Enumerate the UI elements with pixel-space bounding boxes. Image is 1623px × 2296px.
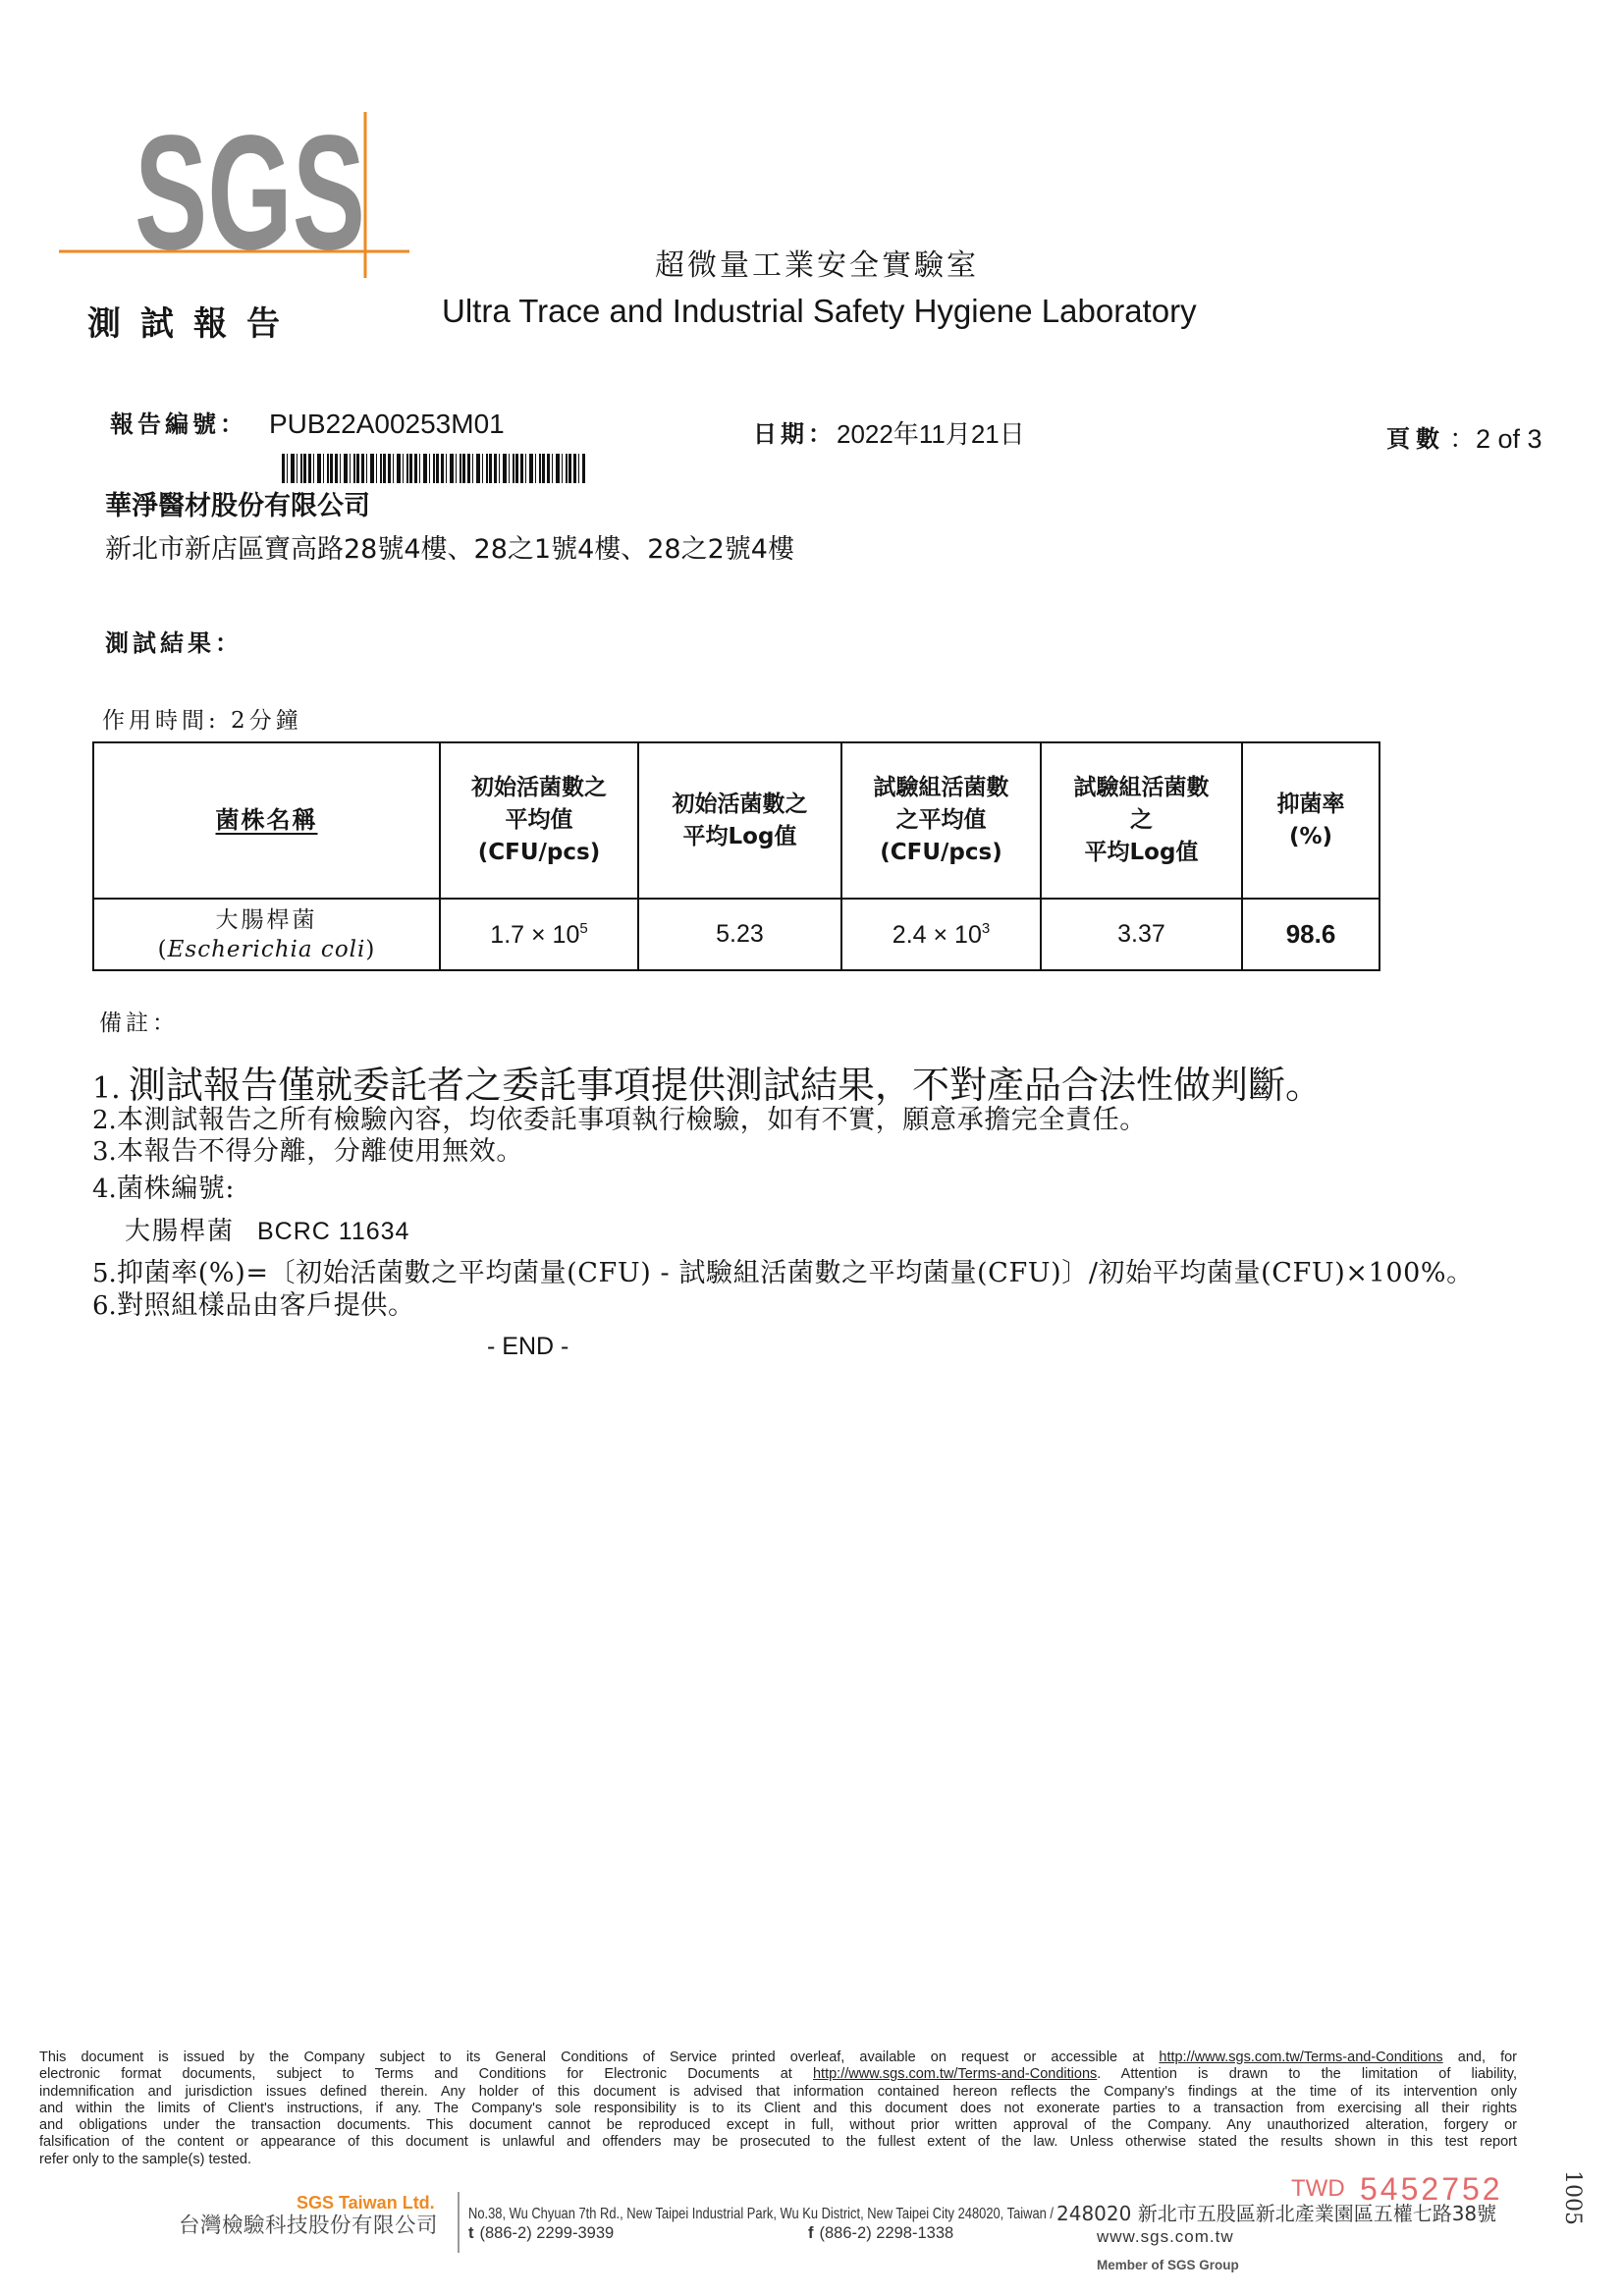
header-line: 初始活菌數之: [672, 791, 808, 817]
note-number: 6.: [92, 1291, 117, 1321]
header-initial-mean: [440, 742, 638, 899]
disclaimer-line: and obligations under the transaction documents. This document cannot be reproduced except in full, without prior written approval of the Company. Any unauthorized alteration, forgery or: [39, 2117, 1517, 2134]
member-of-sgs-group: Member of SGS Group: [1097, 2258, 1239, 2272]
note-item: [92, 1289, 415, 1323]
note-number: 1.: [92, 1071, 121, 1106]
strain-scientific-name: Escherichia coli: [167, 936, 366, 962]
header-line: 平均Log值: [682, 823, 797, 849]
fax-number: (886-2) 2298-1338: [819, 2224, 954, 2242]
disclaimer-line: [39, 2050, 1517, 2066]
header-line: (CFU/pcs): [477, 840, 601, 865]
terms-link: http://www.sgs.com.tw/Terms-and-Conditions: [1159, 2050, 1443, 2065]
note-text: 本報告不得分離，分離使用無效。: [117, 1136, 523, 1167]
telephone: [468, 2223, 614, 2243]
header-line: 抑菌率: [1276, 791, 1345, 817]
paren-close: ): [365, 936, 376, 962]
page-indicator: [1386, 424, 1542, 454]
test-mean-exponent: 3: [981, 919, 991, 937]
company-name-zh: 台灣檢驗科技股份有限公司: [179, 2214, 439, 2238]
cell-strain: [93, 899, 440, 970]
note-number: 4.: [92, 1175, 117, 1204]
terms-link: http://www.sgs.com.tw/Terms-and-Conditions: [812, 2066, 1098, 2083]
strain-name-zh: 大腸桿菌: [215, 906, 318, 933]
disclaimer-text: . Attention is drawn to the limitation of liability,: [1097, 2066, 1517, 2083]
fax-label: f: [808, 2224, 814, 2242]
barcode: [282, 454, 585, 483]
header-line: 之: [1130, 807, 1153, 833]
disclaimer-text: electronic format documents, subject to Terms and Conditions for Electronic Documents at: [39, 2066, 813, 2083]
client-name: 華淨醫材股份有限公司: [105, 491, 370, 521]
company-address-en: [468, 2203, 1055, 2224]
end-mark: - END -: [487, 1333, 569, 1360]
header-test-mean: [841, 742, 1041, 899]
note-number: 2.: [92, 1106, 117, 1135]
serial-number: 5452752: [1360, 2171, 1503, 2207]
disclaimer-line: and within the limits of Client's instructions, if any. The Company's sole responsibility is to its Client and this document does not exonerate parties to a transaction from exercising all their rights: [39, 2100, 1517, 2116]
lab-name-en: Ultra Trace and Industrial Safety Hygiene Laboratory: [442, 293, 1197, 329]
legal-disclaimer: [39, 2050, 1517, 2168]
cell-inhibition-rate: 98.6: [1242, 899, 1380, 970]
header-initial-log: [638, 742, 841, 899]
header-line: 平均Log值: [1084, 840, 1199, 865]
header-line: 初始活菌數之: [471, 775, 607, 800]
side-code: 1005: [1560, 2170, 1585, 2225]
note-text: 抑菌率(%)=〔初始活菌數之平均菌量(CFU) - 試驗組活菌數之平均菌量(CFU)〕/初始平均菌量(CFU)×100%。: [117, 1258, 1474, 1288]
sgs-logo-letters: SGS: [135, 102, 365, 284]
initial-mean-base: 1.7 × 10: [490, 920, 580, 949]
lab-name-zh: 超微量工業安全實驗室: [655, 248, 979, 283]
disclaimer-line: falsification of the content or appearance of this document is unlawful and offenders may be prosecuted to the fullest extent of the law. Unless otherwise stated the results shown in this test report: [39, 2134, 1517, 2151]
disclaimer-line: refer only to the sample(s) tested.: [39, 2151, 251, 2167]
note-item: [92, 1173, 235, 1206]
header-line: (%): [1288, 823, 1333, 849]
header-strain-name: [93, 742, 440, 899]
strain-code: BCRC 11634: [257, 1218, 410, 1245]
footer-divider: [458, 2192, 460, 2253]
cell-initial-log: 5.23: [638, 899, 841, 970]
serial-prefix: TWD: [1291, 2175, 1345, 2202]
note-number: 5.: [92, 1259, 117, 1288]
paren-open: (: [157, 936, 168, 962]
telephone-label: t: [468, 2224, 474, 2242]
fax: [808, 2223, 953, 2243]
company-address-en-text: No.38, Wu Chyuan 7th Rd., New Taipei Industrial Park, Wu Ku District, New Taipei City 248020, Taiwan /: [468, 2206, 1055, 2222]
sgs-logo: [59, 102, 412, 285]
table-header-row: [93, 742, 1380, 899]
results-table: [92, 741, 1380, 971]
header-line: 平均值: [505, 807, 573, 833]
note-text: 對照組樣品由客戶提供。: [117, 1290, 415, 1321]
cell-test-log: 3.37: [1041, 899, 1242, 970]
company-address-zh: 248020 新北市五股區新北產業園區五權七路38號: [1056, 2202, 1497, 2225]
cell-initial-mean: [440, 899, 638, 970]
header-line: 菌株名稱: [215, 806, 318, 834]
note-item: [92, 1257, 1474, 1290]
website: www.sgs.com.tw: [1097, 2227, 1234, 2246]
contact-time: 作用時間: 2分鐘: [102, 708, 302, 734]
report-date: 2022年11月21日: [837, 419, 1025, 449]
notes-heading: 備註：: [99, 1011, 179, 1036]
header-test-log: [1041, 742, 1242, 899]
header-line: 試驗組活菌數: [1073, 775, 1210, 800]
note-item: [92, 1135, 523, 1169]
initial-mean-exponent: 5: [579, 919, 588, 937]
header-inhibition-rate: [1242, 742, 1380, 899]
telephone-number: (886-2) 2299-3939: [479, 2224, 615, 2242]
header-line: 試驗組活菌數: [873, 775, 1009, 800]
note-text: 測試報告僅就委託者之委託事項提供測試結果，不對產品合法性做判斷。: [129, 1064, 1324, 1107]
note-item: [92, 1104, 1147, 1137]
disclaimer-line: indemnification and jurisdiction issues defined therein. Any holder of this document is advised that information contained hereon reflects the Company's findings at the time of its intervention only: [39, 2083, 1517, 2100]
page-value: ：2 of 3: [1449, 424, 1542, 454]
header-line: (CFU/pcs): [880, 840, 1002, 865]
results-heading: 測試結果：: [105, 629, 243, 657]
page-label: 頁數: [1386, 425, 1445, 453]
company-name-en: SGS Taiwan Ltd.: [297, 2193, 435, 2213]
test-mean-base: 2.4 × 10: [892, 920, 982, 949]
disclaimer-text: This document is issued by the Company subject to its General Conditions of Service printed overleaf, available on request or accessible at: [39, 2050, 1160, 2065]
header-line: 之平均值: [895, 807, 987, 833]
disclaimer-line: [39, 2066, 1517, 2083]
disclaimer-text: and, for: [1442, 2050, 1517, 2065]
strain-name-sci: [94, 935, 439, 964]
note-text: 菌株編號:: [117, 1174, 236, 1204]
strain-code-name: 大腸桿菌: [125, 1217, 236, 1246]
table-row: [93, 899, 1380, 970]
note-text: 本測試報告之所有檢驗內容，均依委託事項執行檢驗，如有不實，願意承擔完全責任。: [117, 1105, 1147, 1135]
cell-test-mean: [841, 899, 1041, 970]
client-address: 新北市新店區寶高路28號4樓、28之1號4樓、28之2號4樓: [105, 534, 794, 565]
report-title: 測試報告: [87, 304, 299, 344]
report-number: PUB22A00253M01: [269, 409, 505, 439]
date-label: 日期：: [753, 420, 836, 448]
note-number: 3.: [92, 1137, 117, 1167]
report-number-label: 報告編號：: [110, 410, 247, 438]
